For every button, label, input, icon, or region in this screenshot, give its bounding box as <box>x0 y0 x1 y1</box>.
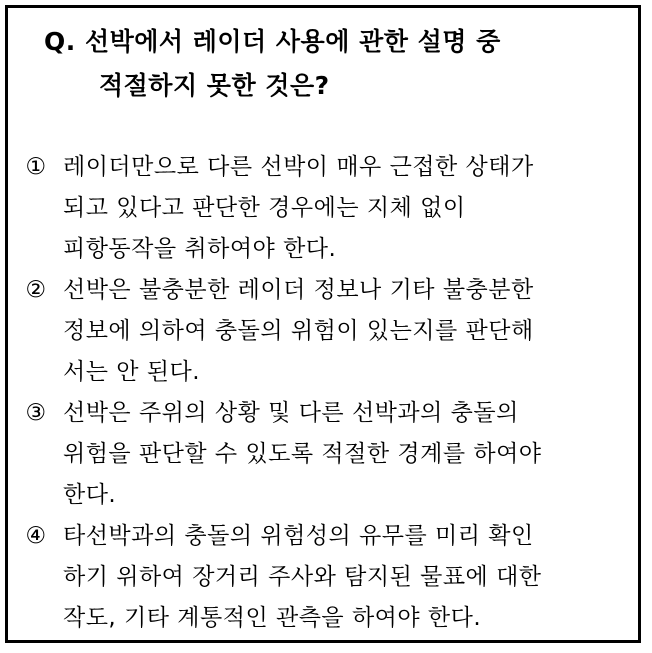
question-line-2: 적절하지 못한 것은? <box>99 71 330 100</box>
question-text <box>8 20 638 108</box>
option-text-line: 피항동작을 취하여야 한다. <box>63 236 337 262</box>
option-text-line: 정보에 의하여 충돌의 위험이 있는지를 판단해 <box>63 318 534 344</box>
option-number: ① <box>25 154 47 180</box>
question-card <box>5 5 641 643</box>
question-line-1: Q. 선박에서 레이더 사용에 관한 설명 중 <box>44 27 501 56</box>
option-text-line: 선박은 주위의 상황 및 다른 선박과의 충돌의 <box>63 400 519 426</box>
option-number: ④ <box>25 523 47 549</box>
option-text-line: 서는 안 된다. <box>63 359 201 385</box>
option-2 <box>8 270 638 393</box>
option-text-line: 위험을 판단할 수 있도록 적절한 경계를 하여야 <box>63 441 542 467</box>
option-text-line: 하기 위하여 장거리 주사와 탐지된 물표에 대한 <box>63 564 542 590</box>
options-list <box>8 147 638 639</box>
option-number: ② <box>25 277 47 303</box>
option-4 <box>8 516 638 639</box>
option-text-line: 되고 있다고 판단한 경우에는 지체 없이 <box>63 195 466 221</box>
option-number: ③ <box>25 400 47 426</box>
option-text-line: 한다. <box>63 482 117 508</box>
option-3 <box>8 393 638 516</box>
option-text-line: 타선박과의 충돌의 위험성의 유무를 미리 확인 <box>63 523 534 549</box>
option-text-line: 선박은 불충분한 레이더 정보나 기타 불충분한 <box>63 277 534 303</box>
option-text-line: 레이더만으로 다른 선박이 매우 근접한 상태가 <box>63 154 534 180</box>
option-1 <box>8 147 638 270</box>
option-text-line: 작도, 기타 계통적인 관측을 하여야 한다. <box>63 605 482 631</box>
